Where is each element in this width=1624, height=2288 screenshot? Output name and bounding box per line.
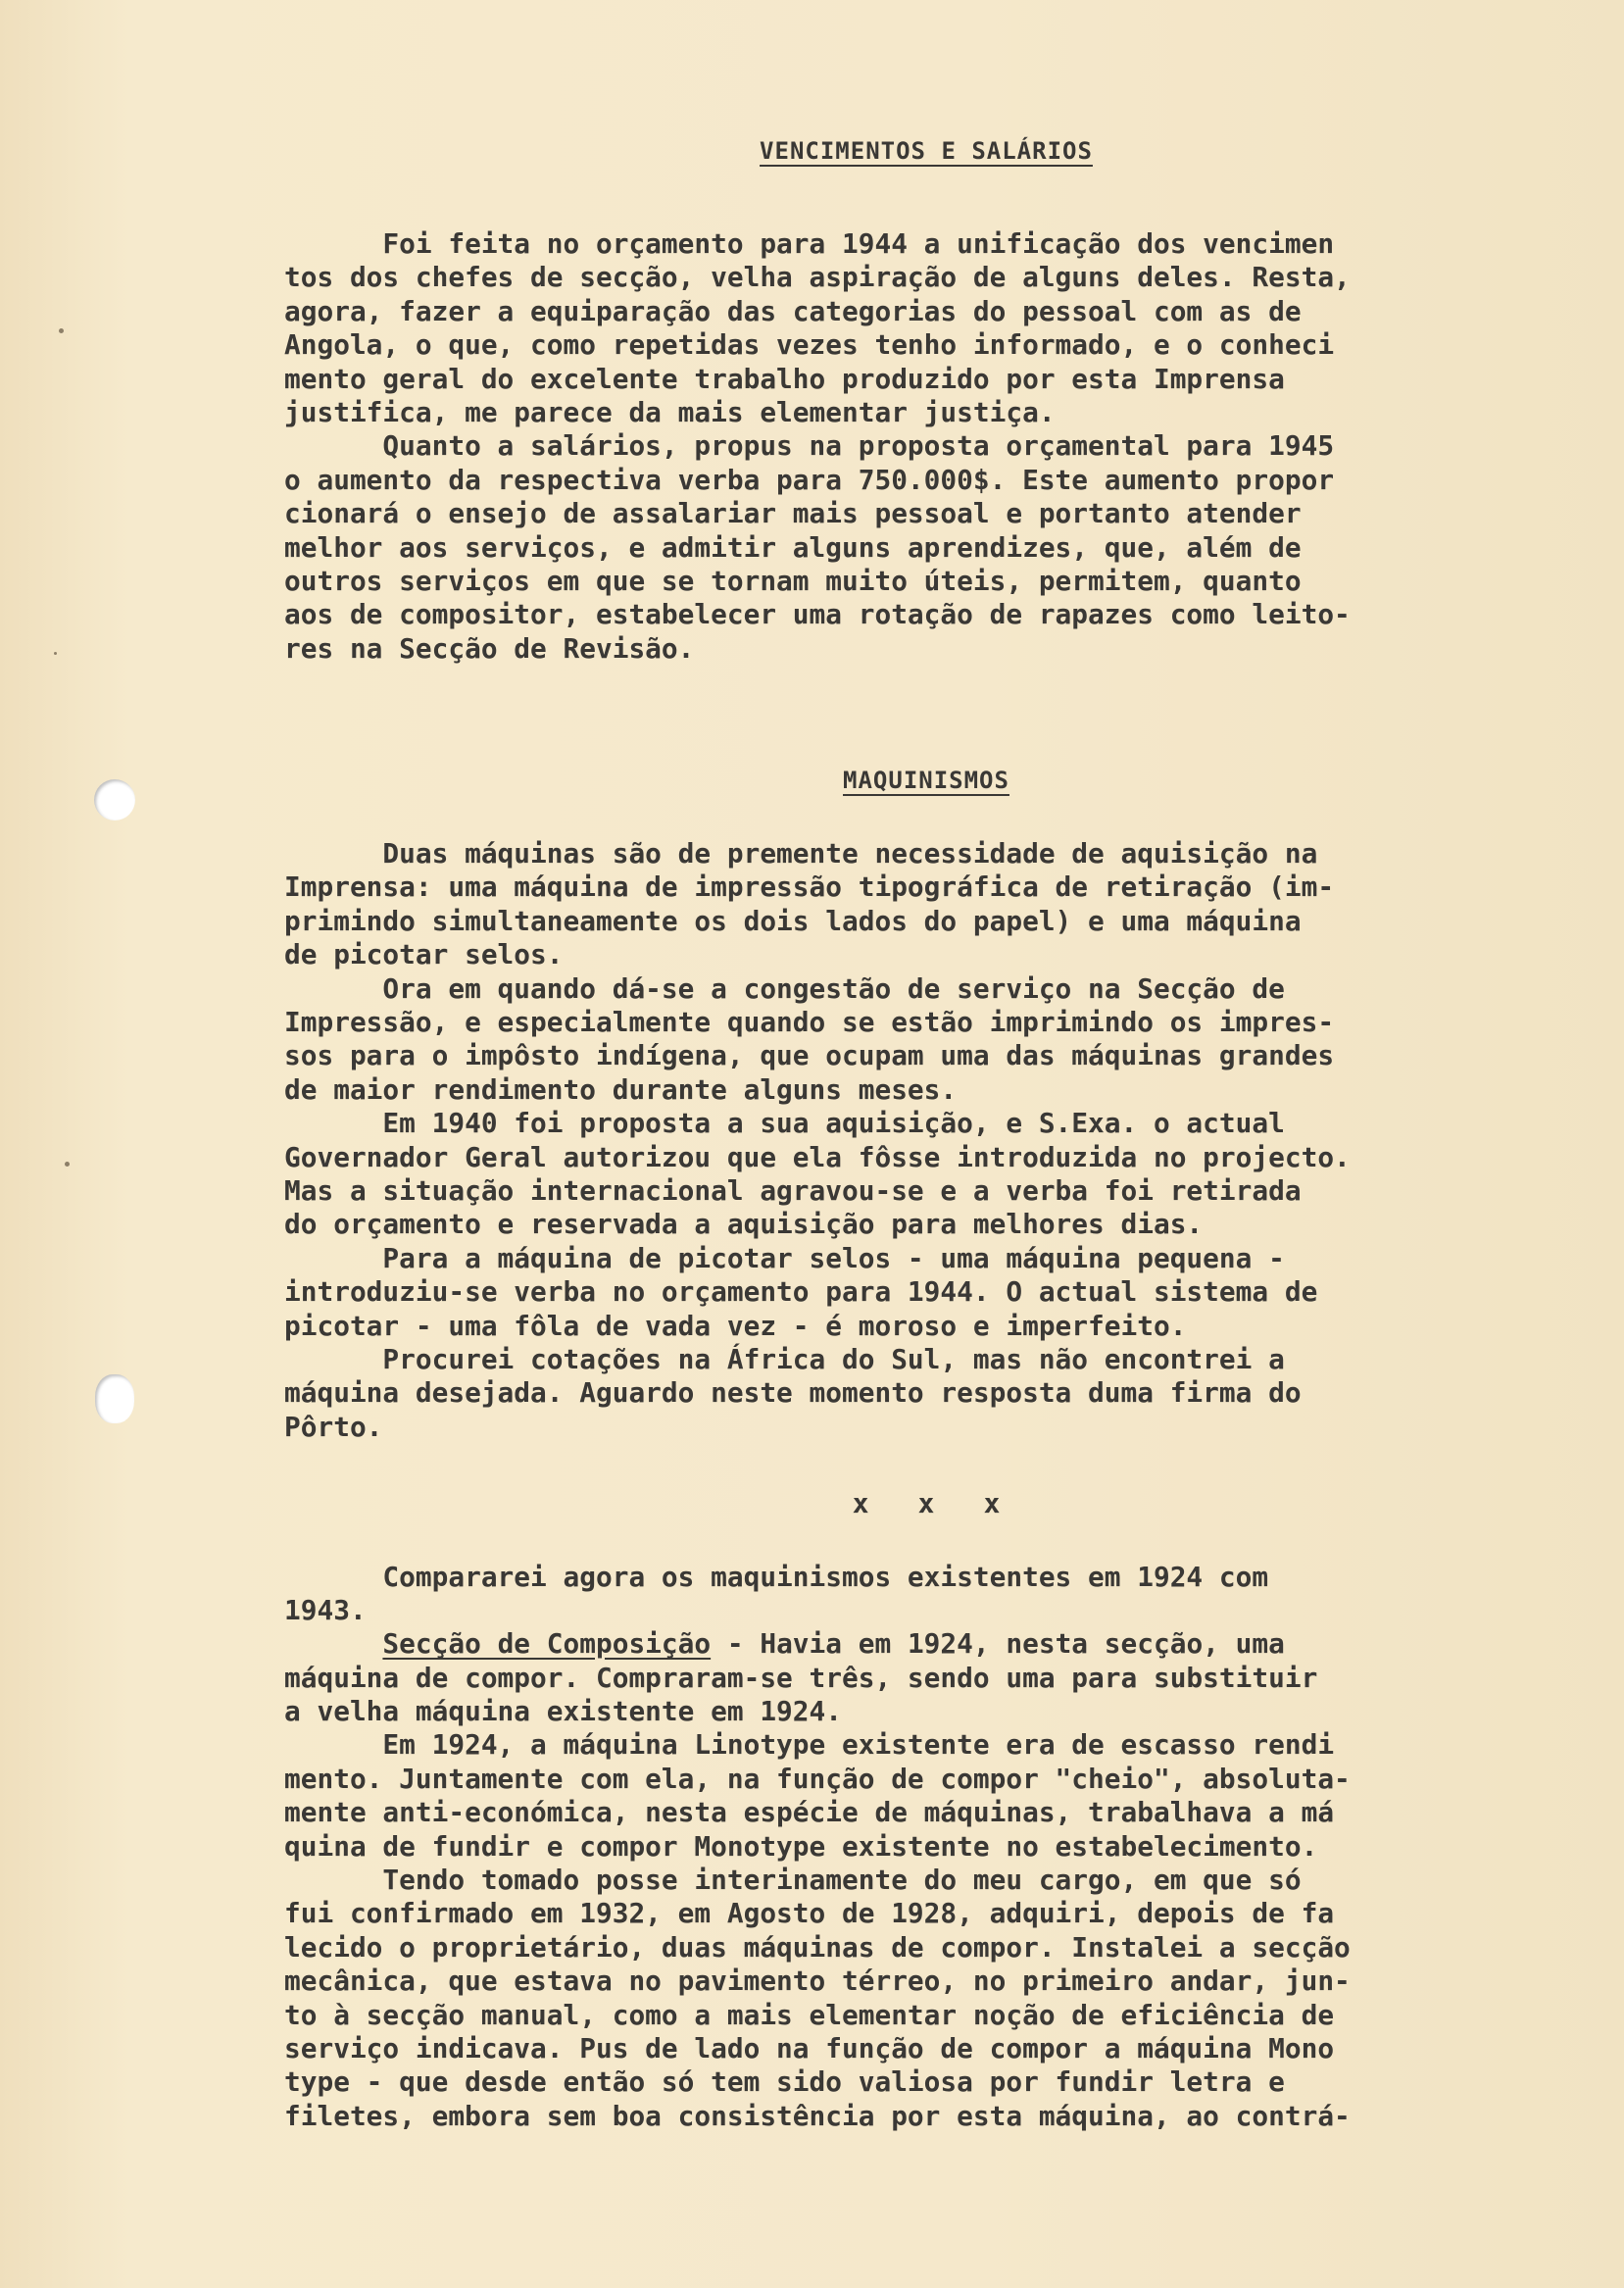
text-line: Em 1924, a máquina Linotype existente era de escasso rendi [284,1728,1335,1762]
text-line: lecido o proprietário, duas máquinas de compor. Instalei a secção [284,1930,1351,1964]
text-line: de maior rendimento durante alguns meses. [284,1072,958,1106]
text-line: Duas máquinas são de premente necessidade de aquisição na [284,837,1318,870]
text-line: type - que desde então só tem sido valiosa por fundir letra e [284,2065,1285,2099]
margin-mark [54,652,57,655]
section-separator: x x x [852,1487,1001,1520]
text-line: máquina desejada. Aguardo neste momento resposta duma firma do [284,1376,1302,1410]
text-line: sos para o impôsto indígena, que ocupam uma das máquinas grandes [284,1039,1335,1072]
text-line: quina de fundir e compor Monotype existente no estabelecimento. [284,1829,1318,1863]
text-line: Procurei cotações na África do Sul, mas não encontrei a [284,1342,1285,1375]
section-heading-maquinismos: MAQUINISMOS [843,767,1009,795]
section-body-vencimentos [284,227,1568,666]
text-line: Tendo tomado posse interinamente do meu cargo, em que só [284,1864,1302,1897]
text-line: cionará o ensejo de assalariar mais pessoal e portanto atender [284,497,1302,530]
text-line: Foi feita no orçamento para 1944 a unificação dos vencimen [284,227,1335,260]
punch-hole-bottom [95,1374,134,1423]
subheading-rest: - Havia em 1924, nesta secção, uma [711,1627,1285,1661]
comparison-subheading-line [284,1627,1568,1661]
typed-document [284,118,1568,2133]
punch-hole-top [94,779,135,821]
text-line: de picotar selos. [284,938,564,971]
margin-mark [59,328,64,333]
text-line: Para a máquina de picotar selos - uma máquina pequena - [284,1241,1285,1274]
text-line: Em 1940 foi proposta a sua aquisição, e S.Exa. o actual [284,1107,1285,1140]
text-line: máquina de compor. Compraram-se três, sendo uma para substituir [284,1661,1318,1694]
text-line: mente anti-económica, nesta espécie de máquinas, trabalhava a má [284,1796,1335,1829]
text-line: serviço indicava. Pus de lado na função de compor a máquina Mono [284,2031,1335,2064]
text-line: aos de compositor, estabelecer uma rotação de rapazes como leito- [284,598,1351,631]
text-line: picotar - uma fôla de vada vez - é moroso e imperfeito. [284,1309,1187,1342]
section-body-maquinismos [284,837,1568,1444]
text-line: mecânica, que estava no pavimento térreo, no primeiro andar, jun- [284,1965,1351,1998]
text-line: Compararei agora os maquinismos existentes em 1924 com [284,1560,1269,1593]
text-line: Ora em quando dá-se a congestão de serviço na Secção de [284,971,1285,1005]
text-line: o aumento da respectiva verba para 750.000$. Este aumento propor [284,463,1335,496]
text-line: Quanto a salários, propus na proposta orçamental para 1945 [284,429,1335,463]
text-line: res na Secção de Revisão. [284,631,695,665]
comparison-body [284,1662,1568,2133]
text-line: Mas a situação internacional agravou-se e a verba foi retirada [284,1173,1302,1207]
comparison-intro [284,1561,1568,1628]
text-line: Governador Geral autorizou que ela fôsse introduzida no projecto. [284,1140,1351,1173]
subheading-composicao: Secção de Composição [382,1627,712,1661]
indent [284,1627,382,1660]
text-line: fui confirmado em 1932, em Agosto de 1928, adquiri, depois de fa [284,1897,1335,1930]
text-line: Pôrto. [284,1410,383,1443]
text-line: introduziu-se verba no orçamento para 1944. O actual sistema de [284,1275,1318,1309]
text-line: 1943. [284,1593,367,1626]
text-line: primindo simultaneamente os dois lados do papel) e uma máquina [284,904,1302,937]
text-line: justifica, me parece da mais elementar justiça. [284,395,1056,428]
text-line: to à secção manual, como a mais elementar noção de eficiência de [284,1998,1335,2031]
text-line: mento geral do excelente trabalho produzido por esta Imprensa [284,362,1285,395]
text-line: agora, fazer a equiparação das categorias do pessoal com as de [284,294,1302,327]
margin-mark [65,1162,70,1167]
text-line: outros serviços em que se tornam muito úteis, permitem, quanto [284,564,1302,597]
text-line: Angola, o que, como repetidas vezes tenho informado, e o conheci [284,328,1335,362]
text-line: a velha máquina existente em 1924. [284,1695,842,1728]
section-heading-vencimentos: VENCIMENTOS E SALÁRIOS [760,137,1093,165]
text-line: filetes, embora sem boa consistência por esta máquina, ao contrá- [284,2099,1351,2132]
text-line: Imprensa: uma máquina de impressão tipográfica de retiração (im- [284,870,1335,904]
text-line: tos dos chefes de secção, velha aspiração de alguns deles. Resta, [284,261,1351,294]
text-line: do orçamento e reservada a aquisição para melhores dias. [284,1208,1204,1241]
text-line: mento. Juntamente com ela, na função de compor "cheio", absoluta- [284,1762,1351,1795]
text-line: melhor aos serviços, e admitir alguns aprendizes, que, além de [284,530,1302,564]
text-line: Impressão, e especialmente quando se estão imprimindo os impres- [284,1006,1335,1039]
